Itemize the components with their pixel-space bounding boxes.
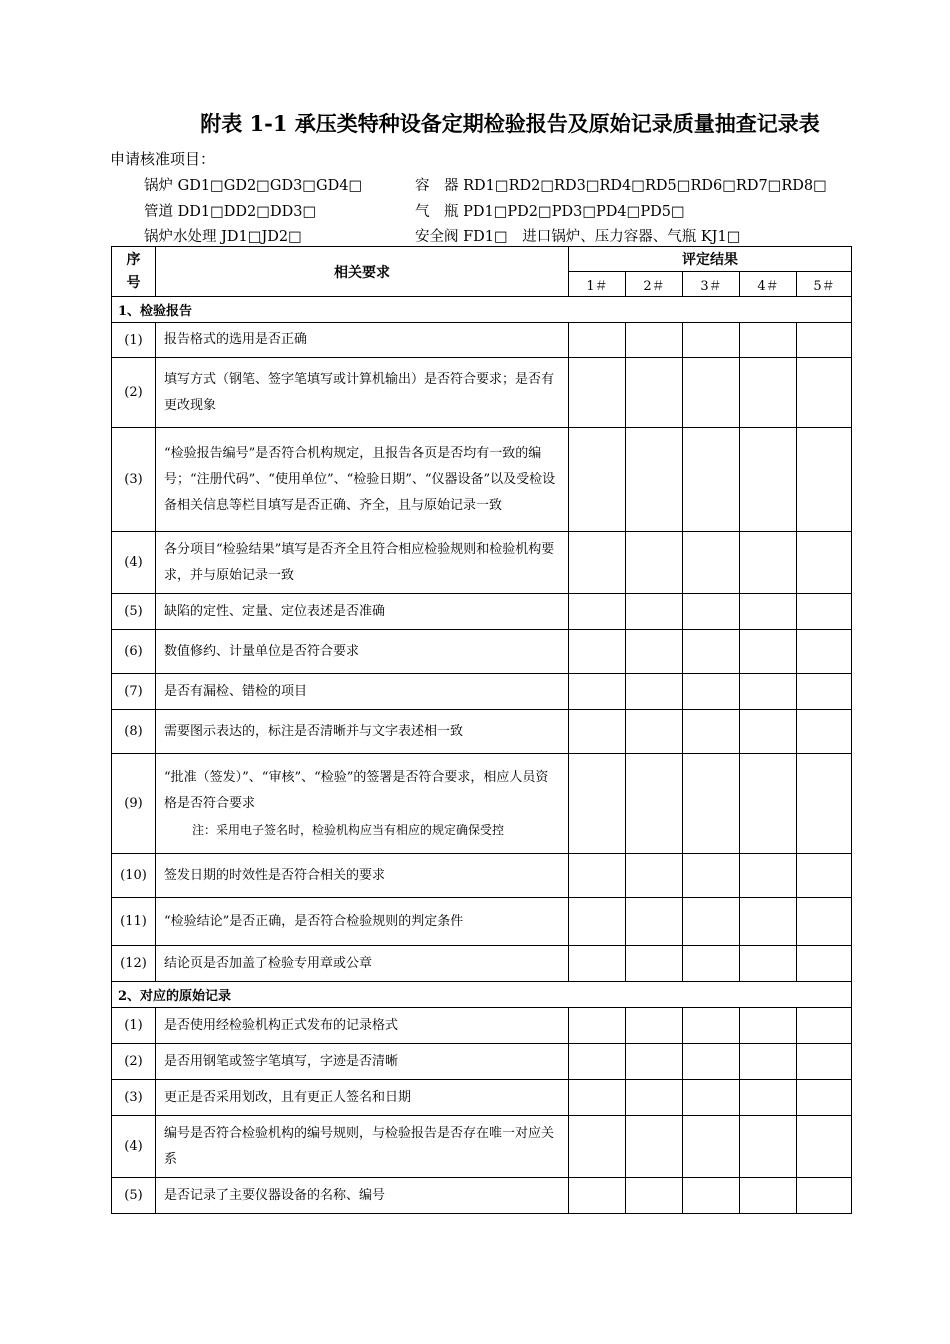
result-cell-4[interactable]: [740, 854, 797, 898]
result-cell-4[interactable]: [740, 754, 797, 854]
result-cell-5[interactable]: [797, 358, 852, 428]
page-title: 附表 1-1 承压类特种设备定期检验报告及原始记录质量抽查记录表: [200, 111, 820, 136]
result-cell-5[interactable]: [797, 1044, 852, 1080]
result-cell-2[interactable]: [626, 1178, 683, 1214]
result-cell-2[interactable]: [626, 674, 683, 710]
result-col-2: 2＃: [626, 272, 683, 297]
requirement-cell: [156, 323, 569, 358]
section-title: 1、检验报告: [112, 297, 852, 323]
result-cell-4[interactable]: [740, 946, 797, 982]
requirement-cell: [156, 428, 569, 532]
result-cell-2[interactable]: [626, 946, 683, 982]
result-cell-1[interactable]: [569, 854, 626, 898]
requirement-text: “检验报告编号”是否符合机构规定，且报告各页是否均有一致的编号；“注册代码”、“使用单位”、“检验日期”、“仪器设备”以及受检设备相关信息等栏目填写是否正确、齐全，且与原始记录一致: [164, 445, 556, 513]
header-no: 序 号: [112, 247, 156, 297]
result-cell-4[interactable]: [740, 358, 797, 428]
result-cell-2[interactable]: [626, 1080, 683, 1116]
result-cell-5[interactable]: [797, 323, 852, 358]
result-cell-3[interactable]: [683, 946, 740, 982]
row-number: (2): [112, 358, 156, 428]
requirement-cell: [156, 898, 569, 946]
requirement-text: “批准（签发）”、“审核”、“检验”的签署是否符合要求，相应人员资格是否符合要求: [164, 769, 549, 811]
option-boiler: 锅炉 GD1□GD2□GD3□GD4□: [144, 178, 363, 194]
result-cell-2[interactable]: [626, 594, 683, 630]
result-cell-5[interactable]: [797, 946, 852, 982]
requirement-cell: [156, 630, 569, 674]
row-number: (6): [112, 630, 156, 674]
result-cell-3[interactable]: [683, 854, 740, 898]
result-cell-4[interactable]: [740, 1178, 797, 1214]
requirement-cell: [156, 1008, 569, 1044]
row-number: (3): [112, 428, 156, 532]
result-col-5: 5＃: [797, 272, 852, 297]
result-cell-2[interactable]: [626, 532, 683, 594]
table-row: [112, 532, 852, 594]
result-cell-1[interactable]: [569, 1080, 626, 1116]
inspection-table: [111, 246, 852, 1214]
result-cell-1[interactable]: [569, 1116, 626, 1178]
result-cell-1[interactable]: [569, 630, 626, 674]
result-cell-1[interactable]: [569, 1044, 626, 1080]
result-cell-2[interactable]: [626, 323, 683, 358]
result-cell-5[interactable]: [797, 594, 852, 630]
table-row: [112, 428, 852, 532]
requirement-text: 是否用钢笔或签字笔填写，字迹是否清晰: [164, 1053, 399, 1069]
result-cell-4[interactable]: [740, 1116, 797, 1178]
result-cell-3[interactable]: [683, 1178, 740, 1214]
requirement-text: 更正是否采用划改，且有更正人签名和日期: [164, 1089, 412, 1105]
result-cell-3[interactable]: [683, 358, 740, 428]
requirement-text: 报告格式的选用是否正确: [164, 332, 308, 347]
result-cell-3[interactable]: [683, 323, 740, 358]
table-row: [112, 1008, 852, 1044]
result-cell-1[interactable]: [569, 594, 626, 630]
row-number: (9): [112, 754, 156, 854]
result-cell-4[interactable]: [740, 594, 797, 630]
header-result: 评定结果: [569, 247, 852, 272]
requirement-text: 各分项目“检验结果”填写是否齐全且符合相应检验规则和检验机构要求，并与原始记录一致: [164, 541, 555, 583]
row-number: (11): [112, 898, 156, 946]
result-cell-5[interactable]: [797, 1178, 852, 1214]
row-number: (4): [112, 532, 156, 594]
result-cell-1[interactable]: [569, 898, 626, 946]
table-row: [112, 898, 852, 946]
row-number: (7): [112, 674, 156, 710]
result-cell-4[interactable]: [740, 532, 797, 594]
result-cell-1[interactable]: [569, 1008, 626, 1044]
requirement-cell: [156, 754, 569, 854]
result-cell-5[interactable]: [797, 710, 852, 754]
table-row: [112, 946, 852, 982]
result-cell-5[interactable]: [797, 1080, 852, 1116]
result-cell-2[interactable]: [626, 754, 683, 854]
requirement-text: 缺陷的定性、定量、定位表述是否准确: [164, 603, 386, 619]
requirement-text: 签发日期的时效性是否符合相关的要求: [164, 867, 386, 883]
result-cell-1[interactable]: [569, 946, 626, 982]
result-cell-5[interactable]: [797, 898, 852, 946]
table-row: [112, 1044, 852, 1080]
result-cell-3[interactable]: [683, 674, 740, 710]
requirement-cell: [156, 358, 569, 428]
result-cell-3[interactable]: [683, 1116, 740, 1178]
result-cell-4[interactable]: [740, 1044, 797, 1080]
result-cell-5[interactable]: [797, 674, 852, 710]
result-cell-2[interactable]: [626, 1044, 683, 1080]
result-col-4: 4＃: [740, 272, 797, 297]
result-cell-5[interactable]: [797, 1008, 852, 1044]
result-col-3: 3＃: [683, 272, 740, 297]
option-safety-valve: 安全阀 FD1□ 进口锅炉、压力容器、气瓶 KJ1□: [415, 229, 741, 245]
result-cell-3[interactable]: [683, 754, 740, 854]
section-title: 2、对应的原始记录: [112, 982, 852, 1008]
requirement-text: “检验结论”是否正确，是否符合检验规则的判定条件: [164, 913, 464, 929]
requirement-cell: [156, 946, 569, 982]
requirement-cell: [156, 674, 569, 710]
table-row: [112, 674, 852, 710]
requirement-note: 注：采用电子签名时，检验机构应当有相应的规定确保受控: [192, 822, 505, 837]
requirement-text: 是否记录了主要仪器设备的名称、编号: [164, 1187, 386, 1203]
table-row: [112, 710, 852, 754]
result-cell-1[interactable]: [569, 428, 626, 532]
result-cell-2[interactable]: [626, 358, 683, 428]
requirement-text: 填写方式（钢笔、签字笔填写或计算机输出）是否符合要求；是否有更改现象: [164, 371, 555, 413]
table-row: [112, 1178, 852, 1214]
requirement-text: 编号是否符合检验机构的编号规则，与检验报告是否存在唯一对应关系: [164, 1125, 555, 1167]
result-cell-5[interactable]: [797, 854, 852, 898]
result-cell-2[interactable]: [626, 854, 683, 898]
result-cell-4[interactable]: [740, 674, 797, 710]
result-cell-4[interactable]: [740, 1080, 797, 1116]
row-number: (3): [112, 1080, 156, 1116]
result-cell-1[interactable]: [569, 323, 626, 358]
result-cell-4[interactable]: [740, 710, 797, 754]
result-cell-5[interactable]: [797, 1116, 852, 1178]
result-cell-3[interactable]: [683, 1044, 740, 1080]
result-cell-4[interactable]: [740, 323, 797, 358]
result-cell-3[interactable]: [683, 428, 740, 532]
result-cell-5[interactable]: [797, 754, 852, 854]
result-cell-3[interactable]: [683, 594, 740, 630]
result-cell-3[interactable]: [683, 1008, 740, 1044]
requirement-cell: [156, 1044, 569, 1080]
requirement-text: 需要图示表达的，标注是否清晰并与文字表述相一致: [164, 723, 464, 739]
result-cell-1[interactable]: [569, 754, 626, 854]
requirement-cell: [156, 854, 569, 898]
row-number: (12): [112, 946, 156, 982]
requirement-text: 数值修约、计量单位是否符合要求: [164, 643, 360, 659]
result-cell-4[interactable]: [740, 898, 797, 946]
requirement-cell: [156, 594, 569, 630]
result-cell-2[interactable]: [626, 898, 683, 946]
apply-items-label: 申请核准项目：: [110, 150, 216, 168]
table-row: [112, 1116, 852, 1178]
result-cell-5[interactable]: [797, 630, 852, 674]
result-cell-3[interactable]: [683, 532, 740, 594]
result-cell-3[interactable]: [683, 710, 740, 754]
result-cell-4[interactable]: [740, 1008, 797, 1044]
option-pipe: 管道 DD1□DD2□DD3□: [144, 204, 317, 220]
row-number: (2): [112, 1044, 156, 1080]
result-cell-3[interactable]: [683, 630, 740, 674]
row-number: (5): [112, 594, 156, 630]
option-cylinder: 气 瓶 PD1□PD2□PD3□PD4□PD5□: [415, 204, 685, 220]
requirement-cell: [156, 1178, 569, 1214]
result-cell-1[interactable]: [569, 532, 626, 594]
result-cell-3[interactable]: [683, 898, 740, 946]
result-cell-2[interactable]: [626, 1008, 683, 1044]
result-col-1: 1＃: [569, 272, 626, 297]
table-row: [112, 854, 852, 898]
requirement-text: 是否使用经检验机构正式发布的记录格式: [164, 1017, 399, 1033]
requirement-cell: [156, 532, 569, 594]
result-cell-5[interactable]: [797, 428, 852, 532]
row-number: (10): [112, 854, 156, 898]
table-row: [112, 594, 852, 630]
table-row: [112, 358, 852, 428]
result-cell-2[interactable]: [626, 630, 683, 674]
table-row: [112, 323, 852, 358]
result-cell-5[interactable]: [797, 532, 852, 594]
requirement-cell: [156, 1080, 569, 1116]
row-number: (5): [112, 1178, 156, 1214]
requirement-text: 是否有漏检、错检的项目: [164, 683, 308, 699]
table-row: [112, 630, 852, 674]
result-cell-4[interactable]: [740, 630, 797, 674]
option-vessel: 容 器 RD1□RD2□RD3□RD4□RD5□RD6□RD7□RD8□: [415, 178, 827, 194]
option-water-treatment: 锅炉水处理 JD1□JD2□: [144, 229, 302, 245]
result-cell-1[interactable]: [569, 358, 626, 428]
row-number: (1): [112, 1008, 156, 1044]
table-row: [112, 754, 852, 854]
table-row: [112, 1080, 852, 1116]
result-cell-1[interactable]: [569, 1178, 626, 1214]
requirement-text: 结论页是否加盖了检验专用章或公章: [164, 955, 373, 971]
result-cell-3[interactable]: [683, 1080, 740, 1116]
result-cell-1[interactable]: [569, 710, 626, 754]
row-number: (1): [112, 323, 156, 358]
row-number: (8): [112, 710, 156, 754]
result-cell-2[interactable]: [626, 1116, 683, 1178]
requirement-cell: [156, 710, 569, 754]
header-requirement: 相关要求: [156, 247, 569, 297]
result-cell-2[interactable]: [626, 710, 683, 754]
result-cell-1[interactable]: [569, 674, 626, 710]
result-cell-2[interactable]: [626, 428, 683, 532]
row-number: (4): [112, 1116, 156, 1178]
requirement-cell: [156, 1116, 569, 1178]
result-cell-4[interactable]: [740, 428, 797, 532]
